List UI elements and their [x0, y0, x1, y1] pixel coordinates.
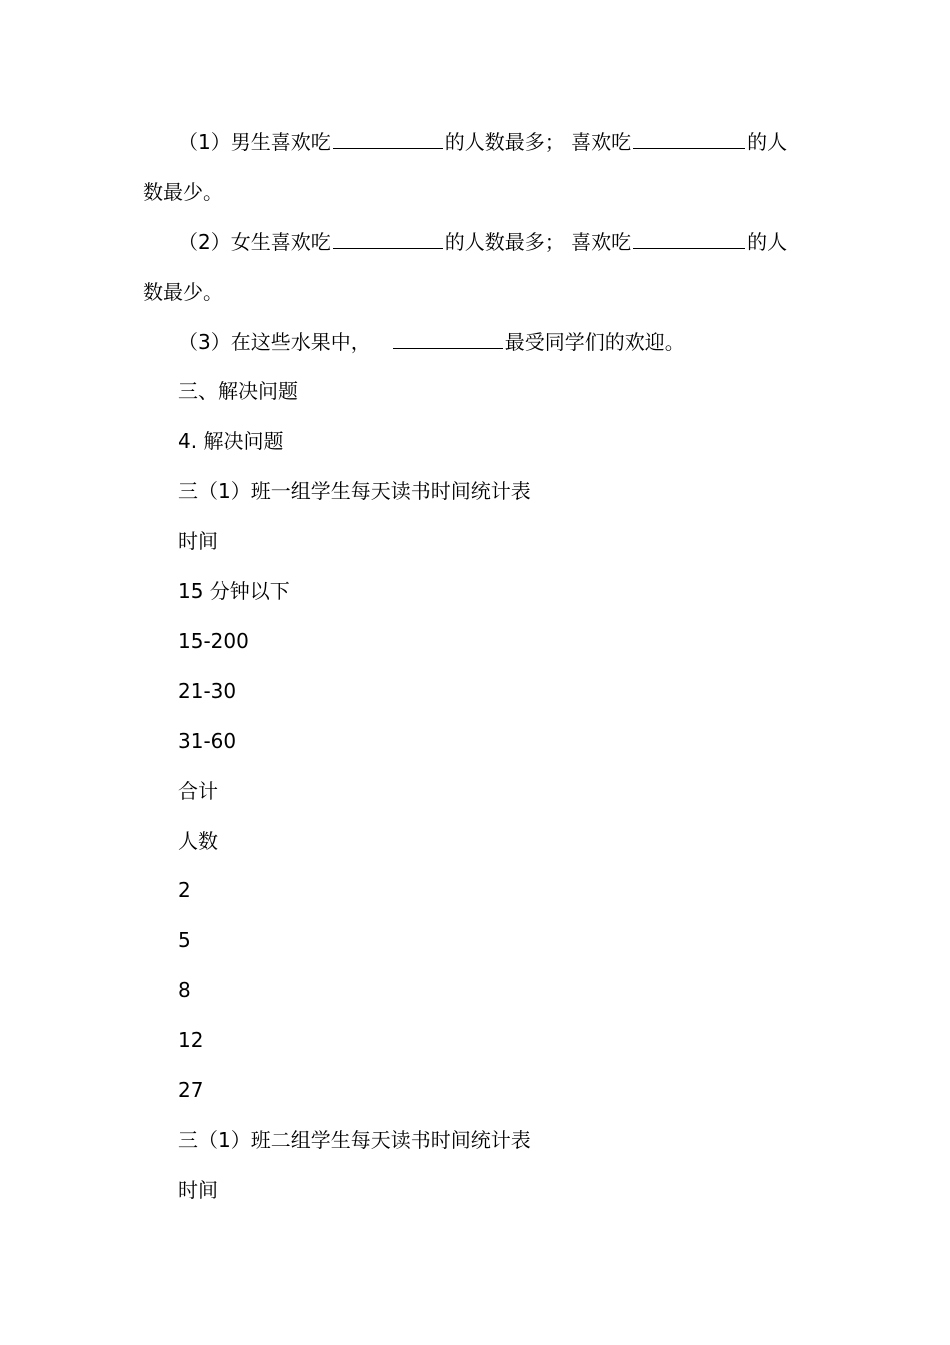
table-1-count-1: 2 — [178, 878, 191, 902]
question-2-continuation: 数最少。 — [143, 280, 223, 304]
question-1-mid: 的人数最多； 喜欢吃 — [444, 130, 632, 154]
answer-blank-2a[interactable] — [333, 230, 443, 249]
table-1-time-range-1: 15 分钟以下 — [178, 579, 290, 603]
answer-blank-1a[interactable] — [333, 130, 443, 149]
question-1-continuation: 数最少。 — [143, 180, 223, 204]
table-1-count-total: 27 — [178, 1078, 204, 1102]
table-1-time-header: 时间 — [178, 529, 218, 553]
question-2-suffix: 的人 — [747, 230, 788, 254]
question-2-prefix: （2）女生喜欢吃 — [178, 230, 331, 254]
question-1 — [178, 128, 787, 156]
table-1-count-3: 8 — [178, 978, 191, 1002]
question-1-suffix: 的人 — [747, 130, 788, 154]
table-1-count-4: 12 — [178, 1028, 204, 1052]
section-heading: 三、解决问题 — [178, 379, 298, 403]
answer-blank-1b[interactable] — [633, 130, 745, 149]
table-1-total-label: 合计 — [178, 779, 218, 803]
table-1-title: 三（1）班一组学生每天读书时间统计表 — [178, 479, 531, 503]
problem-label: 4. 解决问题 — [178, 429, 284, 453]
table-1-count-header: 人数 — [178, 829, 218, 853]
table-1-time-range-4: 31-60 — [178, 729, 237, 753]
table-1-time-range-3: 21-30 — [178, 679, 237, 703]
question-1-prefix: （1）男生喜欢吃 — [178, 130, 331, 154]
question-3-suffix: 最受同学们的欢迎。 — [504, 330, 685, 354]
answer-blank-3[interactable] — [393, 330, 503, 349]
table-2-title: 三（1）班二组学生每天读书时间统计表 — [178, 1128, 531, 1152]
question-3 — [178, 328, 685, 356]
table-1-count-2: 5 — [178, 928, 191, 952]
question-3-prefix: （3）在这些水果中， — [178, 330, 371, 354]
answer-blank-2b[interactable] — [633, 230, 745, 249]
question-2-mid: 的人数最多； 喜欢吃 — [444, 230, 632, 254]
table-1-time-range-2: 15-200 — [178, 629, 249, 653]
table-2-time-header: 时间 — [178, 1178, 218, 1202]
question-2 — [178, 228, 787, 256]
